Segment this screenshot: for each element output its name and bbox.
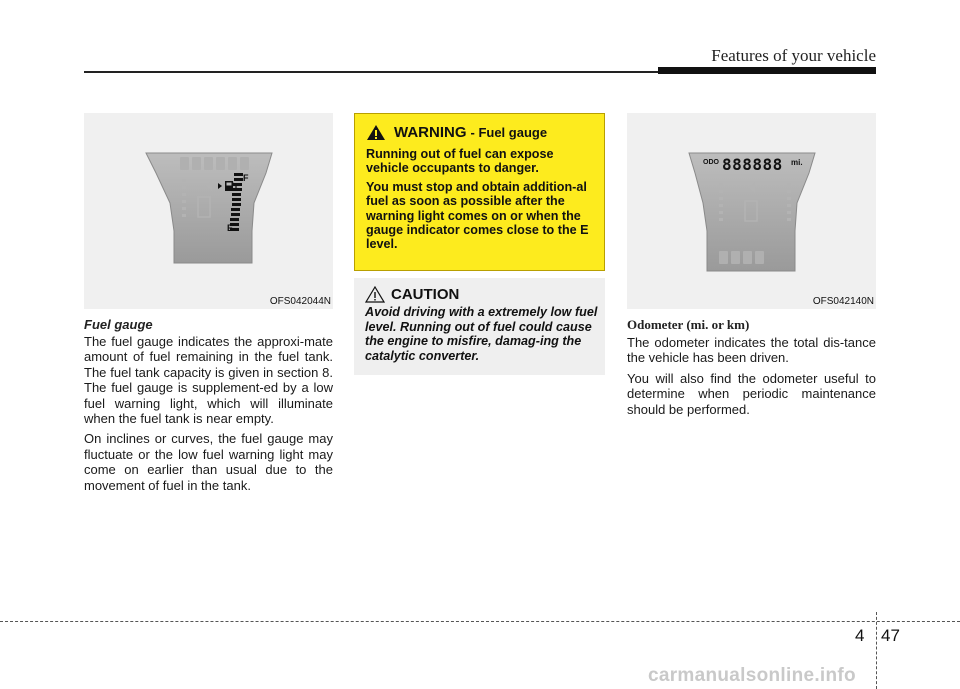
warning-subject: - Fuel gauge [470,125,548,140]
caution-triangle-icon [365,286,385,303]
header-accent-bar [658,67,876,74]
warning-paragraph-1: Running out of fuel can expose vehicle occupants to danger. [366,147,554,176]
fuel-gauge-illustration [84,113,333,309]
fuel-full-label: F [243,173,249,183]
fuel-level-segment [232,203,241,206]
fuel-gauge-paragraph-1: The fuel gauge indicates the approxi-mate amount of fuel remaining in the fuel tank. The fuel tank capacity is given in section 8. The fuel gauge is supplement-ed by a low fuel warning light, which will illuminate when the fuel tank is near empty. [84,334,333,427]
odometer-paragraph-1: The odometer indicates the total dis-tance the vehicle has been driven. [627,335,876,366]
odometer-heading: Odometer (mi. or km) [627,317,750,332]
warning-heading [366,124,598,141]
footer-dashed-rule [0,621,960,622]
chapter-number: 4 [855,626,865,645]
odometer-paragraph-2: You will also find the odometer useful to determine when periodic maintenance should be performed. [627,370,876,417]
fuel-gauge-column [84,113,333,498]
warning-triangle-icon [366,124,386,141]
odometer-digits: 888888 [722,155,783,174]
fuel-gauge-heading: Fuel gauge [84,317,153,332]
figure-id-fuel: OFS042044N [269,296,331,307]
caution-text: Avoid driving with a extremely low fuel level. Running out of fuel could cause the engine to misfire, damag-ing the catalytic converter. [365,305,598,363]
warning-word: WARNING [394,124,467,141]
fuel-level-segment [231,213,240,216]
watermark: carmanualsonline.info [648,665,856,686]
warning-paragraph-2: You must stop and obtain addition-al fuel as soon as possible after the warning light comes on or when the gauge indicator comes close to the E level. [366,179,589,252]
fuel-level-segment [230,218,239,221]
fuel-level-segment [233,183,242,186]
section-title: Features of your vehicle [711,46,876,65]
fuel-gauge-figure [84,113,333,309]
caution-word: CAUTION [391,286,460,303]
fuel-level-segment [234,173,243,176]
caution-box [354,278,605,375]
odometer-figure [627,113,876,309]
fuel-level-segment [234,178,243,181]
fuel-empty-label: E [227,223,234,233]
fuel-level-segment [231,208,240,211]
warning-box [354,113,605,271]
figure-id-odometer: OFS042140N [812,296,874,307]
fuel-gauge-paragraph-2: On inclines or curves, the fuel gauge may fluctuate or the low fuel warning light may come on earlier than usual due to the movement of fuel in the tank. [84,431,333,493]
fuel-level-segment [232,198,241,201]
odo-label: ODO [703,159,719,166]
fuel-level-segment [233,188,242,191]
odometer-column [627,113,876,422]
page-number: 47 [881,626,900,645]
caution-heading [365,286,599,303]
odometer-illustration [627,113,876,309]
fuel-level-segment [232,193,241,196]
odometer-unit: mi. [791,158,803,167]
footer-vertical-divider [876,612,877,689]
